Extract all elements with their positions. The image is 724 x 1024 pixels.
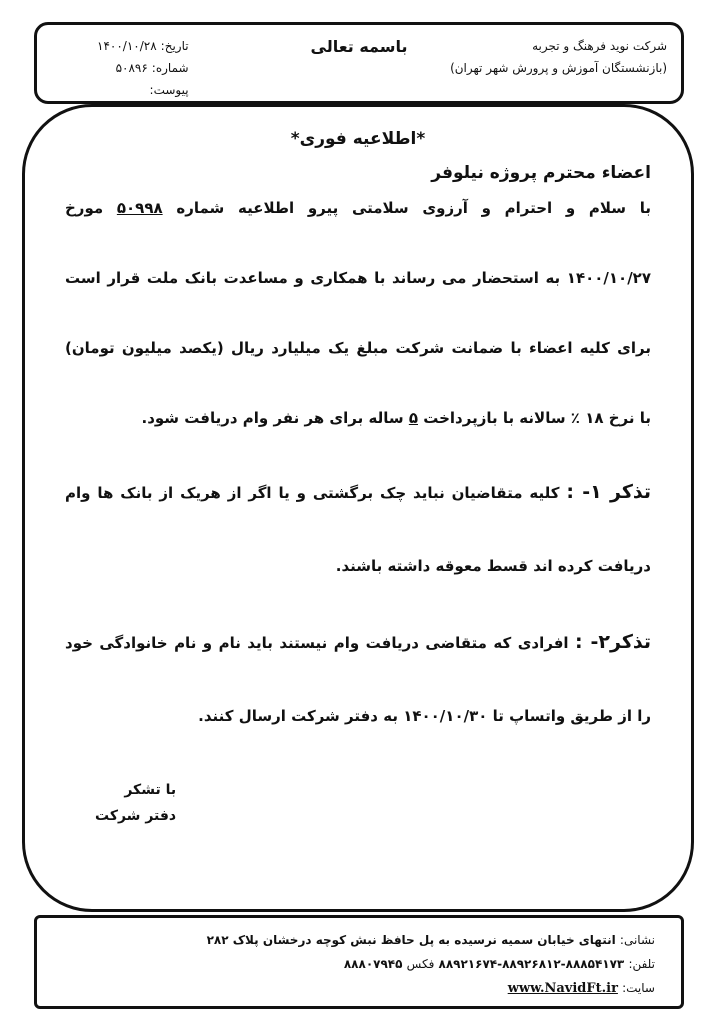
note-1-line-2: دریافت کرده اند قسط معوقه داشته باشند. [335,557,651,575]
note-1-label: تذکر ۱- : [566,481,651,503]
repayment-years: ۵ [408,409,418,427]
date-value: ۱۴۰۰/۱۰/۲۸ [97,39,157,53]
signoff-thanks: با تشکر [124,782,177,798]
phone-row [207,952,655,976]
note-1-line-1 [65,481,651,503]
body-line-2: ۱۴۰۰/۱۰/۲۷ به استحضار می رساند با همکاری و مساعدت بانک ملت قرار است [65,269,651,287]
date-row [97,35,189,57]
note-1-text: کلیه متقاضیان نباید چک برگشتی و یا اگر از هریک از بانک ها وام [65,484,567,502]
number-value: ۵۰۸۹۶ [115,61,148,75]
note-2-line-2: را از طریق واتساپ تا ۱۴۰۰/۱۰/۳۰ به دفتر شرکت ارسال کنند. [198,707,651,725]
site-row [207,976,655,1001]
phone-values: ۸۸۸۵۴۱۷۳-۸۸۹۲۶۸۱۲-۸۸۹۲۱۶۷۴ [438,957,629,971]
address-row [207,928,655,952]
line4-before: با نرخ ۱۸ ٪ سالانه با بازپرداخت [417,409,651,427]
line1-before: با سلام و احترام و آرزوی سلامتی پیرو اطلاعیه شماره [162,199,652,217]
letter-meta [97,35,189,101]
fax-label: فکس [406,957,435,971]
date-label: تاریخ: [160,39,189,53]
body-line-3: برای کلیه اعضاء با ضمانت شرکت مبلغ یک میلیارد ریال (یکصد میلیون تومان) [65,339,651,357]
attachment-label: پیوست: [149,83,189,97]
basmala: باسمه تعالی [310,37,408,56]
reference-number: ۵۰۹۹۸ [116,199,163,217]
signoff [95,777,176,829]
site-label: سایت: [622,981,655,995]
website-link[interactable]: www.NavidFt.ir [507,981,618,996]
letterhead-footer [34,915,684,1009]
letter-body [22,104,694,912]
line1-after: مورخ [65,199,117,217]
contact-info [207,928,655,1001]
notice-title: *اطلاعیه فوری* [290,129,426,149]
company-subtitle: (بازنشستگان آموزش و پرورش شهر تهران) [450,61,667,75]
number-row [97,57,189,79]
company-name: شرکت نوید فرهنگ و تجربه [532,39,667,53]
note-2-label: تذکر۲- : [575,631,651,653]
body-line-4 [65,409,651,427]
fax-value: ۸۸۸۰۷۹۴۵ [343,957,407,971]
note-2-line-1 [65,631,651,653]
attachment-row [97,79,189,101]
number-label: شماره: [151,61,189,75]
note-2-text: افرادی که متقاضی دریافت وام نیستند باید نام و نام خانوادگی خود [65,634,576,652]
address-label: نشانی: [619,933,655,947]
letterhead-header [34,22,684,104]
company-block [450,35,667,79]
phone-label: تلفن: [628,957,655,971]
body-line-1 [65,199,651,217]
signoff-office: دفتر شرکت [95,808,177,824]
line4-after: ساله برای هر نفر وام دریافت شود. [141,409,409,427]
address-value: انتهای خیابان سمیه نرسیده به پل حافظ نبش کوچه درخشان پلاک ۲۸۲ [206,933,620,947]
addressee: اعضاء محترم پروژه نیلوفر [431,163,651,183]
